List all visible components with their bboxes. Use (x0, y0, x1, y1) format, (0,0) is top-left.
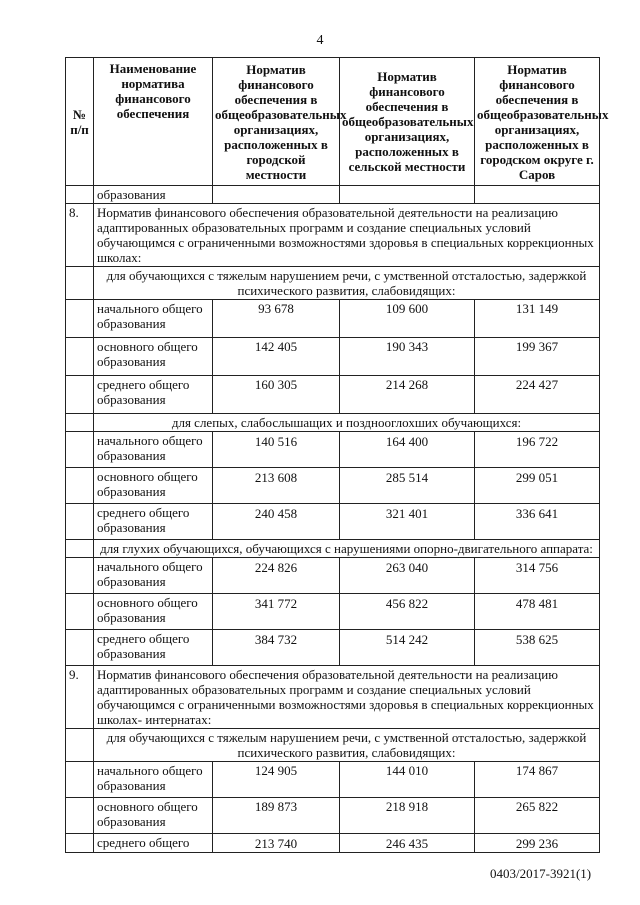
value-city: 140 516 (213, 432, 340, 468)
table-row (66, 504, 600, 540)
value-city: 142 405 (213, 338, 340, 376)
row-label: основного общего образования (94, 338, 213, 376)
group-row (66, 267, 600, 300)
table-row (66, 376, 600, 414)
table-row (66, 300, 600, 338)
financial-norms-table (65, 57, 609, 853)
value-rural: 285 514 (340, 468, 475, 504)
value-rural: 190 343 (340, 338, 475, 376)
value-city: 224 826 (213, 558, 340, 594)
group-row (66, 729, 600, 762)
page-number: 4 (316, 33, 324, 48)
row-label: среднего общего образования (94, 504, 213, 540)
value-city: 189 873 (213, 798, 340, 834)
table-row (66, 432, 600, 468)
group-row (66, 414, 600, 432)
row-label: начального общего образования (94, 762, 213, 798)
value-sarov: 265 822 (475, 798, 600, 834)
table-row (66, 468, 600, 504)
value-rural: 321 401 (340, 504, 475, 540)
table-row (66, 594, 600, 630)
value-rural: 109 600 (340, 300, 475, 338)
value-rural: 246 435 (340, 834, 475, 853)
header-num: № п/п (66, 58, 94, 186)
header-row (66, 58, 600, 186)
row-label: основного общего образования (94, 594, 213, 630)
value-city: 160 305 (213, 376, 340, 414)
section-row (66, 666, 600, 729)
document-code: 0403/2017-3921(1) (490, 866, 592, 881)
value-sarov: 299 236 (475, 834, 600, 853)
value-sarov: 336 641 (475, 504, 600, 540)
section-number: 8. (66, 204, 94, 267)
table-row (66, 558, 600, 594)
value-rural: 214 268 (340, 376, 475, 414)
group-label: для слепых, слабослышащих и позднооглохших обучающихся: (94, 414, 600, 432)
row-label: среднего общего (94, 834, 213, 853)
value-sarov: 131 149 (475, 300, 600, 338)
header-city: Норматив финансового обеспечения в общеобразовательных организациях, расположенных в городской местности (213, 58, 340, 186)
value-sarov: 538 625 (475, 630, 600, 666)
value-city: 124 905 (213, 762, 340, 798)
group-row (66, 540, 600, 558)
table-row (66, 834, 600, 853)
value-rural: 218 918 (340, 798, 475, 834)
row-label: среднего общего образования (94, 376, 213, 414)
carry-row (66, 186, 600, 204)
value-sarov: 174 867 (475, 762, 600, 798)
table-row (66, 762, 600, 798)
value-city: 341 772 (213, 594, 340, 630)
value-rural: 144 010 (340, 762, 475, 798)
group-label: для глухих обучающихся, обучающихся с нарушениями опорно-двигательного аппарата: (94, 540, 600, 558)
value-sarov: 224 427 (475, 376, 600, 414)
row-label: начального общего образования (94, 558, 213, 594)
value-city: 240 458 (213, 504, 340, 540)
table-row (66, 338, 600, 376)
value-sarov: 196 722 (475, 432, 600, 468)
table-row (66, 798, 600, 834)
value-city: 93 678 (213, 300, 340, 338)
value-sarov: 199 367 (475, 338, 600, 376)
group-label: для обучающихся с тяжелым нарушением речи, с умственной отсталостью, задержкой психического развития, слабовидящих: (94, 267, 600, 300)
value-city: 213 740 (213, 834, 340, 853)
value-city: 384 732 (213, 630, 340, 666)
section-title: Норматив финансового обеспечения образовательной деятельности на реализацию адаптированных образовательных программ и создание специальных условий обучающимся с ограниченными возможностями здоровья в специальных коррекционных школах- интернатах: (94, 666, 600, 729)
value-rural: 514 242 (340, 630, 475, 666)
row-label: начального общего образования (94, 432, 213, 468)
section-row (66, 204, 600, 267)
value-sarov: 314 756 (475, 558, 600, 594)
value-sarov: 299 051 (475, 468, 600, 504)
value-rural: 456 822 (340, 594, 475, 630)
row-label: начального общего образования (94, 300, 213, 338)
value-rural: 164 400 (340, 432, 475, 468)
header-sarov: Норматив финансового обеспечения в общеобразовательных организациях, расположенных в городском округе г. Саров (475, 58, 600, 186)
group-label: для обучающихся с тяжелым нарушением речи, с умственной отсталостью, задержкой психического развития, слабовидящих: (94, 729, 600, 762)
value-rural: 263 040 (340, 558, 475, 594)
section-title: Норматив финансового обеспечения образовательной деятельности на реализацию адаптированных образовательных программ и создание специальных условий обучающимся с ограниченными возможностями здоровья в специальных коррекционных школах: (94, 204, 600, 267)
carry-row-label: образования (94, 186, 213, 204)
row-label: среднего общего образования (94, 630, 213, 666)
section-number: 9. (66, 666, 94, 729)
row-label: основного общего образования (94, 798, 213, 834)
value-sarov: 478 481 (475, 594, 600, 630)
value-city: 213 608 (213, 468, 340, 504)
row-label: основного общего образования (94, 468, 213, 504)
header-name: Наименование норматива финансового обеспечения (94, 58, 213, 186)
table-row (66, 630, 600, 666)
header-rural: Норматив финансового обеспечения в общеобразовательных организациях, расположенных в сельской местности (340, 58, 475, 186)
